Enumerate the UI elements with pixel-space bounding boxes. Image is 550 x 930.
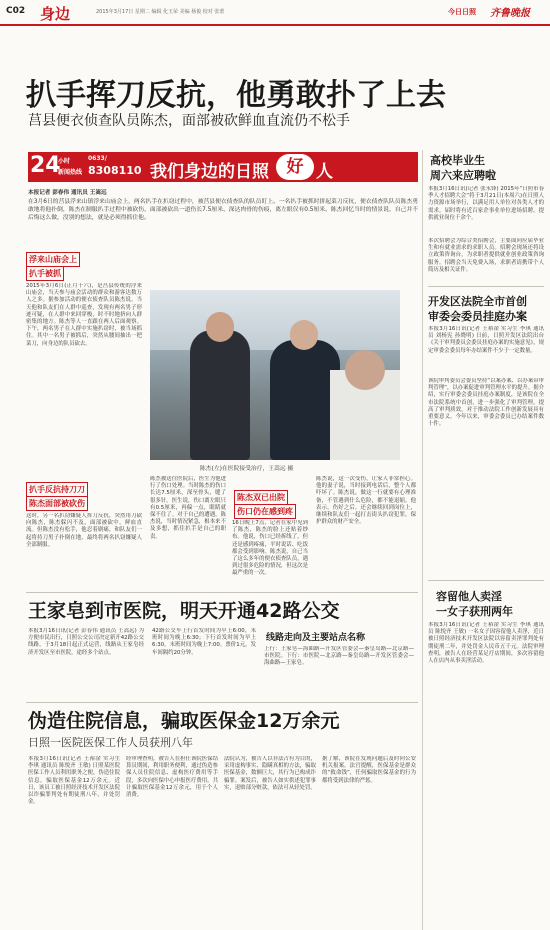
brief-title: 高校毕业生 <box>430 154 485 167</box>
lead-intro: 在3月6日的莒县浮来山镇浮来山庙会上，两名扒手在扒窃过程中，被莒县便衣侦查队的队员盯上。一名扒手被抓时拼起菜刀反抗，便衣侦查队队员陈杰勇敢地将他扑倒，陈杰在制服扒手过程中被砍伤，面部被砍出一道伤长7.5厘米、深达肉骨的伤痕，离左眼仅有0.5厘米。陈杰回忆当时的情景说，自己并不后悔这么做，没别的想法，就是必须得抓住他。 <box>28 199 418 221</box>
lead-headline: 扒手挥刀反抗，他勇敢扑了上去 <box>26 78 446 113</box>
subhead-tag: 浮来山庙会上 <box>26 252 80 267</box>
section-divider <box>26 702 418 703</box>
story-body: 陈杰被送往医院后，医生为他进行了伤口处理。当时陈杰的伤口长达7.5厘米，深至骨头，缝了很多针。医生说，伤口离左眼只有0.5厘米，再偏一点，眼睛就保不住了。对于自己的遭遇，陈杰说，当时情况紧急，根本来不及多想，抓住扒手是自己的职责。 <box>150 476 226 540</box>
hotline-phone: 8308110 <box>88 164 142 177</box>
banner-slogan-tail: 人 <box>316 162 333 182</box>
good-badge: 好 <box>276 154 314 180</box>
banner-slogan: 我们身边的日照 <box>150 162 269 182</box>
hotline-hours-unit: 小时 <box>58 158 71 165</box>
brief-body: 该院审判委员会委员坚持“以案办案、以办案带审判管理”，以办案促进审判管理水平的提升。据介绍，实行审委会委员挂庭办案制度，是该院在全市法院系统中首创，进一步强化了审判管理，提高了审判质效，对于推动法院工作创新发展具有重要意义。今年以来，审委会委员已办结案件数十件。 <box>428 378 544 428</box>
brief-lead: 本报3月16日讯(记者 王裕淦 实习生 李琪 通讯员 刘杨宪 孙晓明) 日前，日照开发区法院出台《关于审判委员会委员挂庭办案的实施意见》，规定审委会委员每年办结案件不少于一定数量。 <box>428 326 544 354</box>
brief-divider <box>428 580 544 581</box>
hotline-label: 新闻热线 <box>58 169 83 176</box>
subhead-tag: 伤口仍在感到疼 <box>234 504 296 519</box>
brief-body: 本次招聘会为综合类招聘会，主要面向应届毕业生和有就业需求的求职人员。招聘会现场还将设立政策咨询台，为求职者提供就业创业政策咨询服务。招聘会当天免费入场，求职者请携带个人简历及相关证件。 <box>428 238 544 273</box>
hotline-hours: 24 <box>30 153 61 178</box>
subhead-tag: 陈杰面部被砍伤 <box>26 496 88 511</box>
lead-subhead: 莒县便衣侦查队员陈杰，面部被砍鲜血直流仍不松手 <box>28 113 350 129</box>
fraud-headline: 伪造住院信息，骗取医保金12万余元 <box>28 710 340 732</box>
brief-lead: 本报3月16日讯(记者 张永锋) 2015年“日照市春季人才招聘大会”将于3月21日(本周六)在日照人力资源市场举行，以满足用人单位对各类人才的需求。届时将有近百家企事业单位进场招聘，提供就业岗位千余个。 <box>428 186 544 221</box>
brief-body: 本报3月16日讯(记者 王裕淦 实习生 李琪 通讯员 陈悦齐 王敏) 一名女子因容留他人卖淫，近日被日照经济技术开发区法院以容留卖淫罪判处有期徒刑二年，并处罚金人民币五千元。法院审理查明，被告人在经营某足疗店期间，多次容留他人在店内从事卖淫活动。 <box>428 622 544 665</box>
story-body-spacer <box>232 476 308 486</box>
story-body: 本报3月16日讯(记者 王裕淦 实习生 李琪 通讯员 陈悦齐 王敏) 日照某医院医保工作人员利用职务之便，伪造住院信息，骗取医保基金12万余元。近日，该员工被日照经济技术开发区法院以诈骗罪判处有期徒刑八年，并处罚金。 <box>28 756 120 806</box>
brief-title: 开发区法院全市首创 <box>428 295 527 308</box>
story-body: 陈杰说，这一次受伤，让家人非常担心。他的妻子说，当时接到电话后，整个人都吓坏了。陈杰说，做这一行就要有心理准备，不管遇到什么危险，都不能退缩。他表示，伤好之后，还会继续回到岗位上，继续和队友们一起打击街头扒窃犯罪，保护群众的财产安全。 <box>316 476 416 526</box>
bus-stops-title: 线路走向及主要站点名称 <box>266 633 366 643</box>
story-body: 本报3月16日讯(记者 彭春伟 通讯员 王嵩远) 为方便市民出行，日照公交公司决定新开42路公交线路，于3月18日起正式运营，线路从王家皂经济开发区至市医院，途经多个站点。 <box>28 628 144 656</box>
today-label: 今日日照 <box>448 8 476 16</box>
subhead-tag: 扒手反抗持刀刀 <box>26 482 88 497</box>
masthead-rule <box>0 24 550 26</box>
brief-title: 容留他人卖淫 <box>436 590 502 603</box>
photo-caption: 陈杰(左)在医院接受治疗，王嵩远 摄 <box>200 466 294 472</box>
story-body: 42路公交车上行首发时间为早上6:00，末班时间为晚上6:30；下行首发时间为早上6:30，末班时间为晚上7:00。票价1元，发车间隔约20分钟。 <box>152 628 256 656</box>
newspaper-logo: 齐鲁晚报 <box>490 8 530 19</box>
story-body: 法院认为，被告人以非法占有为目的，采用虚构事实、隐瞒真相的方法，骗取医保基金，数额巨大，其行为已构成诈骗罪。案发后，被告人如实供述犯罪事实，退赔部分赃款，依法可从轻处罚。 <box>224 756 316 791</box>
page-number: C02 <box>6 6 26 16</box>
story-body: 经审理查明，被告人在担任该院医保结算员期间，利用职务便利，通过伪造参保人员住院信息、虚构医疗费用等手段，多次向医保中心申报医疗费用，共计骗取医保基金12万余元，用于个人消费。 <box>126 756 218 799</box>
brief-title: 审委会委员挂庭办案 <box>428 310 527 323</box>
story-body: 2015年3月6日(正月十六)，是莒县传统的浮来山庙会，当天参与庙会活动的群众和游客达数万人之多。据参加活动的便衣侦查队员陈杰说，当天他和队友们在人群中巡查，发现有两名男子形迹可疑，在人群中来回穿梭，时不时地挤向人群密集的地方。陈杰等人一直跟在两人后面观察。下午，两名男子在人群中实施扒窃时，被当场抓住。其中一名男子被抓后，突然从腰间抽出一把菜刀，向身边的队员砍去。 <box>26 283 142 347</box>
section-title: 身边 <box>40 5 71 23</box>
fraud-subhead: 日照一医院医保工作人员获刑八年 <box>28 736 193 749</box>
subhead-tag: 扒手被抓 <box>26 266 64 281</box>
story-body: 16日晚上7点，记者在家中见到了陈杰，陈杰的脸上还贴着纱布。他说，伤口已经拆线了，但还是感到疼痛，平时说话、吃饭都会受到影响。陈杰说，自己当了这么多年的便衣侦查队员，遇到过很多危险的情况，但这次是最严重的一次。 <box>232 520 308 577</box>
column-divider <box>422 150 423 930</box>
brief-divider <box>428 286 544 287</box>
masthead-meta: 2015年3月17日 星期二 编辑 化玉荣 美编 杨俊 校对 张蕾 <box>96 9 225 15</box>
brief-title: 周六来应聘啦 <box>430 169 496 182</box>
hotline-prefix: 0633/ <box>88 155 107 162</box>
news-photo <box>150 290 400 460</box>
subhead-tag: 陈杰双已出院 <box>234 490 288 505</box>
bus-headline: 王家皂到市医院，明天开通42路公交 <box>28 600 340 622</box>
section-divider <box>26 592 418 593</box>
story-body: 这时，另一名扒窃嫌疑人挥刀反抗，突然用刀砍向陈杰，陈杰躲闪不及，面部被砍中，鲜血直流。但陈杰没有松手，他忍着剧痛，和队友们一起将持刀男子扑倒在地，最终将两名扒窃嫌疑人全部制服。 <box>26 513 142 548</box>
brief-title: 一女子获刑两年 <box>436 605 513 618</box>
lead-byline: 本报记者 彭春伟 通讯员 王嵩远 <box>28 190 107 196</box>
bus-stops: 上行：王家皂—海曲路—开发区管委会—秦皇岛路—北京路—市医院。下行：市医院—北京路—秦皇岛路—开发区管委会—海曲路—王家皂。 <box>264 646 414 667</box>
story-body: 据了解，该院在发现问题后及时向公安机关报案。法官提醒，医保基金是群众的“救命钱”，任何骗取医保基金的行为都将受到法律的严惩。 <box>322 756 416 784</box>
